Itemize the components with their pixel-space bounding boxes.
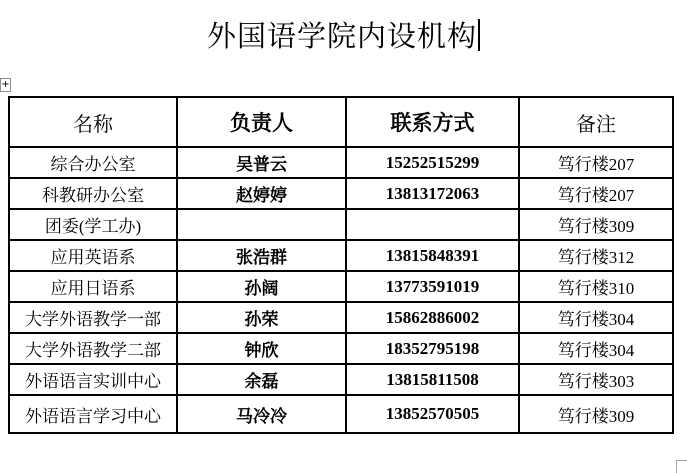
cell-person[interactable]: 赵婷婷 xyxy=(177,178,346,209)
table-row xyxy=(9,209,673,240)
cell-person[interactable]: 钟欣 xyxy=(177,333,346,364)
cell-person[interactable] xyxy=(177,209,346,240)
table-row xyxy=(9,240,673,271)
cell-name[interactable]: 团委(学工办) xyxy=(9,209,177,240)
cell-contact[interactable]: 15862886002 xyxy=(346,302,519,333)
text-cursor-caret xyxy=(478,19,480,51)
col-header-person[interactable]: 负责人 xyxy=(177,97,346,147)
cell-contact[interactable]: 15252515299 xyxy=(346,147,519,178)
cell-person[interactable]: 孙荣 xyxy=(177,302,346,333)
table-row xyxy=(9,333,673,364)
table-row xyxy=(9,147,673,178)
cell-name[interactable]: 应用日语系 xyxy=(9,271,177,302)
cell-contact[interactable]: 13773591019 xyxy=(346,271,519,302)
cell-contact[interactable]: 13815848391 xyxy=(346,240,519,271)
cell-contact[interactable]: 13815811508 xyxy=(346,364,519,395)
cell-note[interactable]: 笃行楼207 xyxy=(519,178,673,209)
cell-person[interactable]: 吴普云 xyxy=(177,147,346,178)
cell-name[interactable]: 外语语言实训中心 xyxy=(9,364,177,395)
cell-person[interactable]: 余磊 xyxy=(177,364,346,395)
cell-name[interactable]: 科教研办公室 xyxy=(9,178,177,209)
table-resize-handle[interactable] xyxy=(676,460,687,473)
move-cross-icon: + xyxy=(1,79,10,90)
cell-note[interactable]: 笃行楼309 xyxy=(519,395,673,433)
cell-contact[interactable]: 13813172063 xyxy=(346,178,519,209)
document-title[interactable]: 外国语学院内设机构 xyxy=(206,21,477,53)
cell-note[interactable]: 笃行楼207 xyxy=(519,147,673,178)
cell-person[interactable]: 马冷冷 xyxy=(177,395,346,433)
cell-note[interactable]: 笃行楼309 xyxy=(519,209,673,240)
cell-note[interactable]: 笃行楼310 xyxy=(519,271,673,302)
table-row xyxy=(9,364,673,395)
cell-note[interactable]: 笃行楼303 xyxy=(519,364,673,395)
cell-name[interactable]: 外语语言学习中心 xyxy=(9,395,177,433)
cell-note[interactable]: 笃行楼304 xyxy=(519,302,673,333)
cell-contact[interactable]: 13852570505 xyxy=(346,395,519,433)
cell-contact[interactable]: 18352795198 xyxy=(346,333,519,364)
table-move-handle[interactable] xyxy=(0,78,11,92)
cell-note[interactable]: 笃行楼304 xyxy=(519,333,673,364)
table-row xyxy=(9,271,673,302)
col-header-contact[interactable]: 联系方式 xyxy=(346,97,519,147)
cell-name[interactable]: 综合办公室 xyxy=(9,147,177,178)
table-header-row xyxy=(9,97,673,147)
col-header-note[interactable]: 备注 xyxy=(519,97,673,147)
cell-note[interactable]: 笃行楼312 xyxy=(519,240,673,271)
table-row xyxy=(9,178,673,209)
table-row xyxy=(9,395,673,433)
cell-person[interactable]: 孙阔 xyxy=(177,271,346,302)
departments-table xyxy=(8,96,674,434)
cell-name[interactable]: 大学外语教学一部 xyxy=(9,302,177,333)
table-row xyxy=(9,302,673,333)
cell-name[interactable]: 应用英语系 xyxy=(9,240,177,271)
cell-person[interactable]: 张浩群 xyxy=(177,240,346,271)
title-line xyxy=(0,14,687,55)
col-header-name[interactable]: 名称 xyxy=(9,97,177,147)
cell-name[interactable]: 大学外语教学二部 xyxy=(9,333,177,364)
cell-contact[interactable] xyxy=(346,209,519,240)
